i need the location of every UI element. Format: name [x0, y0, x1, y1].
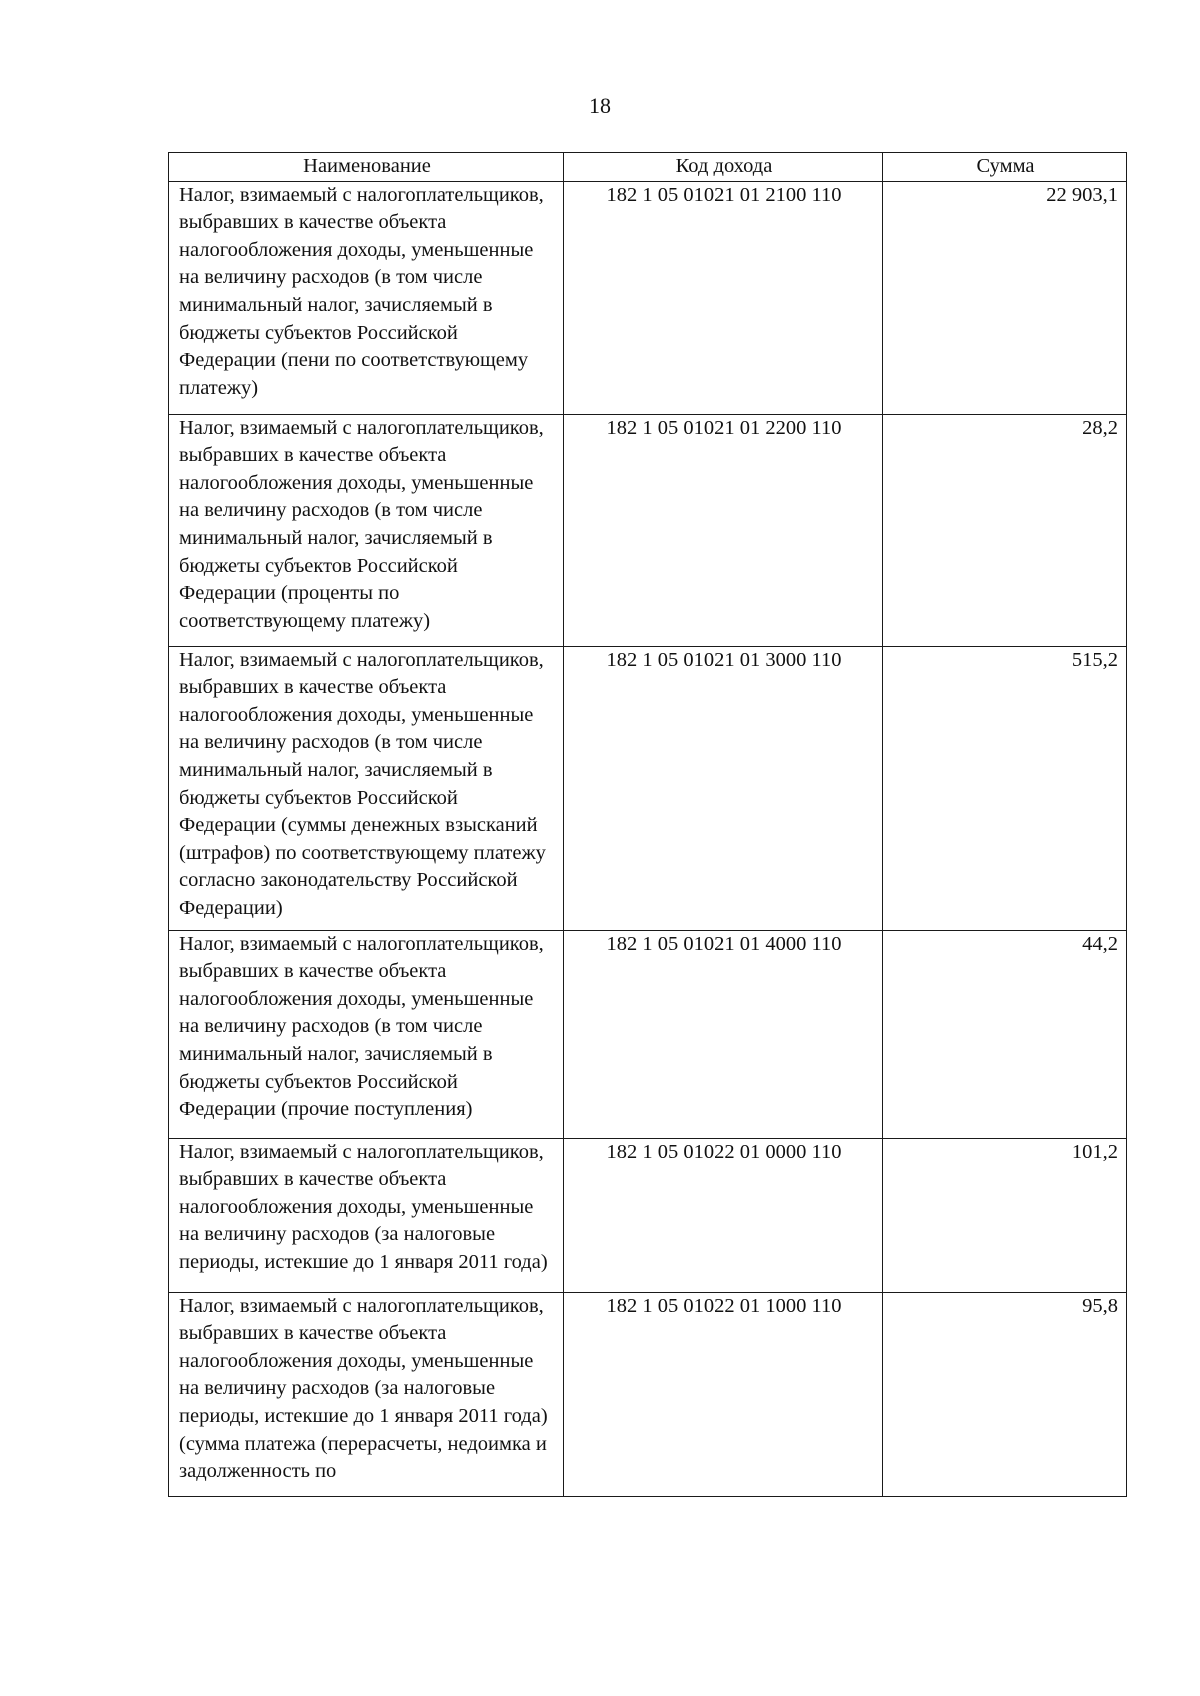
header-row [169, 153, 1127, 182]
table-row [169, 930, 1127, 1138]
page-number: 18 [589, 93, 611, 118]
table-row [169, 414, 1127, 646]
income-table [168, 152, 1127, 1497]
row-code: 182 1 05 01021 01 2200 110 [564, 414, 883, 646]
row-name: Налог, взимаемый с налогоплательщиков, выбравших в качестве объекта налогообложения доходы, уменьшенные на величину расходов (за налоговые периоды, истекшие до 1 января 2011 года) (сумма платежа (перерасчеты, недоимка и задолженность по [169, 1292, 564, 1496]
table-row [169, 1292, 1127, 1496]
row-sum: 22 903,1 [883, 181, 1127, 414]
table-header [169, 153, 1127, 182]
row-name: Налог, взимаемый с налогоплательщиков, выбравших в качестве объекта налогообложения доходы, уменьшенные на величину расходов (за налоговые периоды, истекшие до 1 января 2011 года) [169, 1138, 564, 1292]
row-sum: 101,2 [883, 1138, 1127, 1292]
row-sum: 95,8 [883, 1292, 1127, 1496]
row-code: 182 1 05 01021 01 4000 110 [564, 930, 883, 1138]
table-body [169, 181, 1127, 1496]
table-row [169, 181, 1127, 414]
row-code: 182 1 05 01021 01 3000 110 [564, 646, 883, 930]
row-name: Налог, взимаемый с налогоплательщиков, выбравших в качестве объекта налогообложения доходы, уменьшенные на величину расходов (в том числе минимальный налог, зачисляемый в бюджеты субъектов Российской Федерации (пени по соответствующему платежу) [169, 181, 564, 414]
header-code: Код дохода [564, 153, 883, 182]
row-code: 182 1 05 01022 01 1000 110 [564, 1292, 883, 1496]
header-name: Наименование [169, 153, 564, 182]
table-row [169, 1138, 1127, 1292]
row-code: 182 1 05 01022 01 0000 110 [564, 1138, 883, 1292]
table-row [169, 646, 1127, 930]
row-code: 182 1 05 01021 01 2100 110 [564, 181, 883, 414]
row-sum: 515,2 [883, 646, 1127, 930]
row-sum: 44,2 [883, 930, 1127, 1138]
row-name: Налог, взимаемый с налогоплательщиков, выбравших в качестве объекта налогообложения доходы, уменьшенные на величину расходов (в том числе минимальный налог, зачисляемый в бюджеты субъектов Российской Федерации (проценты по соответствующему платежу) [169, 414, 564, 646]
row-sum: 28,2 [883, 414, 1127, 646]
row-name: Налог, взимаемый с налогоплательщиков, выбравших в качестве объекта налогообложения доходы, уменьшенные на величину расходов (в том числе минимальный налог, зачисляемый в бюджеты субъектов Российской Федерации (суммы денежных взысканий (штрафов) по соответствующему платежу согласно законодательству Российской Федерации) [169, 646, 564, 930]
header-sum: Сумма [883, 153, 1127, 182]
row-name: Налог, взимаемый с налогоплательщиков, выбравших в качестве объекта налогообложения доходы, уменьшенные на величину расходов (в том числе минимальный налог, зачисляемый в бюджеты субъектов Российской Федерации (прочие поступления) [169, 930, 564, 1138]
